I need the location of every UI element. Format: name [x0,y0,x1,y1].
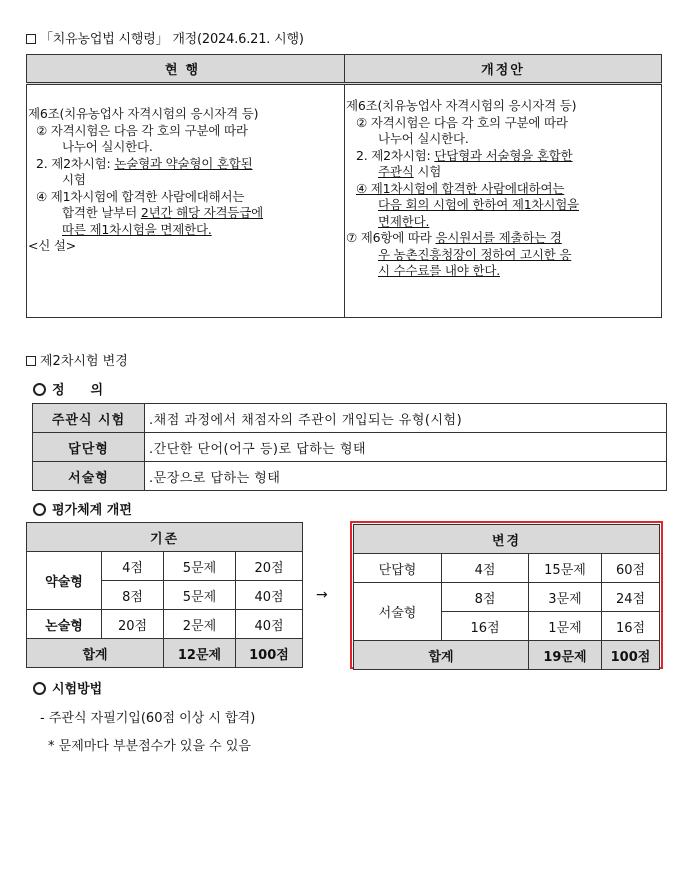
definition-desc: .간단한 단어(어구 등)로 답하는 형태 [145,433,667,462]
table-row [33,404,667,433]
current-item2: 2. 제2차시험: 논술형과 약술형이 혼합된 [36,155,253,171]
score-cell: 4점 [102,552,164,581]
revised-para2-cont: 나누어 실시한다. [378,131,469,146]
total-cell: 60점 [602,554,660,583]
total-cell: 20점 [236,552,303,581]
eval-subheading [33,499,132,518]
definition-subheading [33,379,103,398]
eval-heading-text: 평가체계 개편 [52,503,132,518]
score-cell: 8점 [442,583,529,612]
current-article: 제6조(치유농업사 자격시험의 응시자격 등) [28,106,259,121]
right-arrow-icon: → [316,587,328,603]
total-cell: 40점 [236,581,303,610]
current-cell [27,84,345,318]
current-item2-cont: 시험 [62,172,86,187]
method-note: * 문제마다 부분점수가 있을 수 있음 [48,739,251,754]
type-label: 서술형 [354,583,442,641]
type-label: 약술형 [27,552,102,610]
current-para4-cont: 합격한 날부터 2년간 해당 자격등급에 [62,205,263,220]
revised-item2-cont: 주관식 시험 [378,164,442,179]
table-row [27,610,303,639]
current-new-note: <신 설> [28,238,77,253]
table-row [354,641,660,670]
definition-desc: .문장으로 답하는 형태 [145,462,667,491]
table-row [27,639,303,668]
revised-para4-cont2: 면제한다. [378,213,430,229]
section2-heading [26,350,128,369]
total-cell: 40점 [236,610,303,639]
type-label: 논술형 [27,610,102,639]
section2-title: 제2차시험 변경 [40,354,128,369]
count-cell: 1문제 [529,612,602,641]
definition-term: 서술형 [33,462,145,491]
definition-table [32,403,667,491]
total-label: 합계 [27,639,164,668]
old-table-header: 기존 [27,523,303,552]
type-label: 단답형 [354,554,442,583]
method-line: - 주관식 자필기입(60점 이상 시 합격) [40,711,256,726]
new-table-highlight [350,521,663,669]
table-row [33,462,667,491]
old-grading-table [26,522,303,668]
count-cell: 15문제 [529,554,602,583]
table-row [354,583,660,612]
circle-bullet-icon [33,383,46,396]
score-cell: 16점 [442,612,529,641]
circle-bullet-icon [33,503,46,516]
column-header-revised: 개정안 [345,55,662,84]
total-count: 19문제 [529,641,602,670]
count-cell: 5문제 [164,552,236,581]
total-cell: 16점 [602,612,660,641]
revised-para7-cont2: 시 수수료를 내야 한다. [378,263,500,278]
section1-heading [26,28,304,47]
section1-title: 「치유농업법 시행령」 개정(2024.6.21. 시행) [40,32,304,47]
table-row [27,552,303,581]
revised-item2: 2. 제2차시험: 단답형과 서술형을 혼합한 [356,147,573,163]
revised-article: 제6조(치유농업사 자격시험의 응시자격 등) [346,98,577,113]
checkbox-square-icon [26,356,36,366]
current-para2-cont: 나누어 실시한다. [62,139,153,154]
total-cell: 24점 [602,583,660,612]
total-label: 합계 [354,641,529,670]
checkbox-square-icon [26,34,36,44]
method-subheading [33,678,102,697]
score-cell: 20점 [102,610,164,639]
revised-para7-cont: 우 농촌진흥청장이 정하여 고시한 응 [378,246,572,262]
revised-para2: ② 자격시험은 다음 각 호의 구분에 따라 [356,114,568,130]
total-count: 12문제 [164,639,236,668]
table-row [354,554,660,583]
new-table-header: 변경 [354,525,660,554]
current-para2: ② 자격시험은 다음 각 호의 구분에 따라 [36,122,248,138]
total-score: 100점 [602,641,660,670]
current-para4: ④ 제1차시험에 합격한 사람에대해서는 [36,188,245,204]
current-para4-cont2: 따른 제1차시험을 면제한다. [62,221,212,237]
definition-term: 주관식 시험 [33,404,145,433]
count-cell: 2문제 [164,610,236,639]
revised-cell [345,84,662,318]
circle-bullet-icon [33,682,46,695]
score-cell: 8점 [102,581,164,610]
total-score: 100점 [236,639,303,668]
definition-desc: .채점 과정에서 채점자의 주관이 개입되는 유형(시험) [145,404,667,433]
definition-heading-text: 정 의 [52,383,104,398]
new-grading-table [353,524,660,670]
column-header-current: 현행 [27,55,345,84]
table-row [33,433,667,462]
definition-term: 답단형 [33,433,145,462]
revised-para4-cont: 다음 회의 시험에 한하여 제1차시험을 [378,197,579,212]
revised-para7: ⑦ 제6항에 따라 응시원서를 제출하는 경 [346,230,562,245]
count-cell: 5문제 [164,581,236,610]
revised-para4: ④ 제1차시험에 합격한 사람에대하여는 [356,180,565,196]
method-heading-text: 시험방법 [52,682,103,697]
comparison-table [26,54,662,318]
score-cell: 4점 [442,554,529,583]
count-cell: 3문제 [529,583,602,612]
